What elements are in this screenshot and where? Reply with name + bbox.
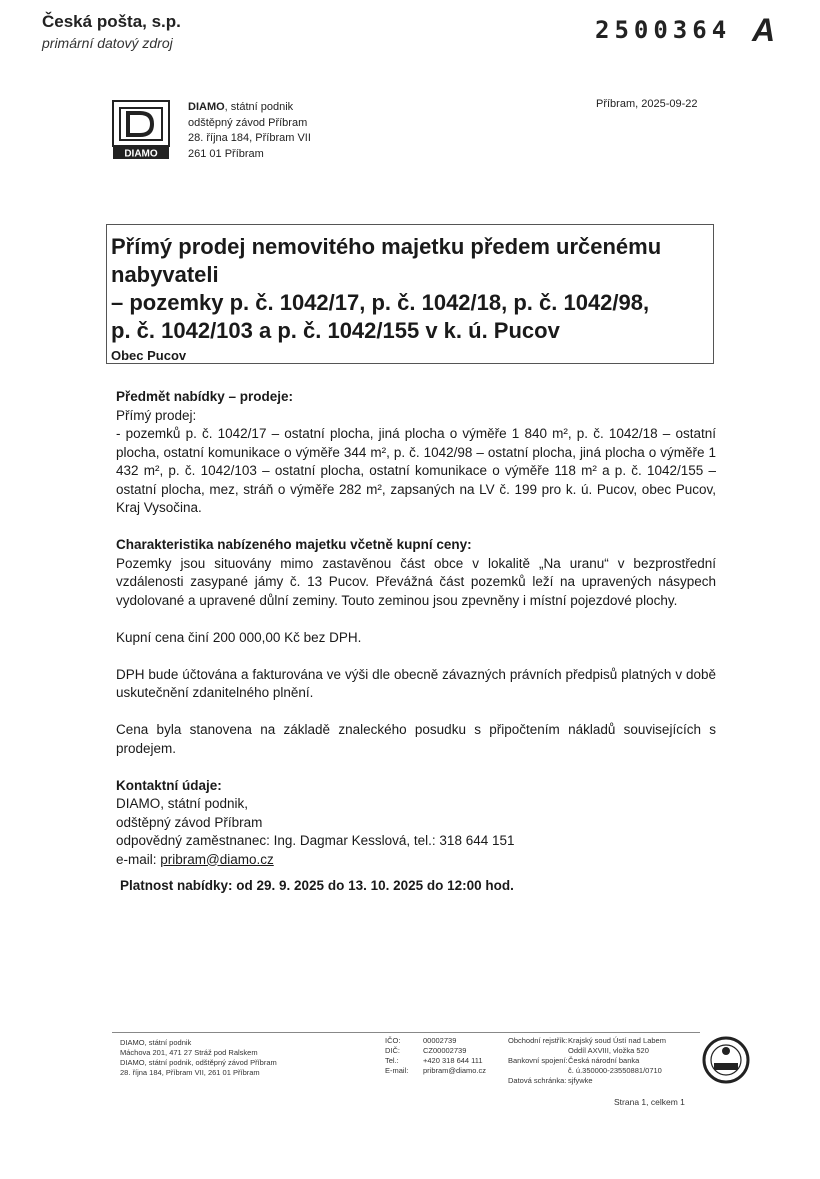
- footer-reg-2: Oddíl AXVIII, vložka 520: [568, 1046, 649, 1055]
- contact-heading: Kontaktní údaje:: [116, 777, 222, 793]
- title-line-4: p. č. 1042/103 a p. č. 1042/155 v k. ú. Pucov: [111, 318, 560, 343]
- title-line-1: Přímý prodej nemovitého majetku předem určenému: [111, 234, 662, 259]
- purchase-price: Kupní cena činí 200 000,00 Kč bez DPH.: [116, 629, 362, 645]
- footer-ico-label: IČO:: [385, 1036, 401, 1045]
- postal-stamp-title: Česká pošta, s.p.: [42, 12, 181, 31]
- footer-organization: [120, 1038, 277, 1078]
- date-line: Příbram, 2025-09-22: [596, 98, 698, 110]
- footer-bank-1: Česká národní banka: [568, 1056, 640, 1065]
- title-subtitle: Obec Pucov: [111, 348, 187, 363]
- characteristics-paragraph-1: Pozemky jsou situovány mimo zastavěnou část obce v lokalitě „Na uranu“ v bezprostřední vzdálenosti zasypané jámy č. 13 Pucov. Převážná část pozemků leží na upravených násypech vydolované a upravené důlní zeminy. Touto zeminou jsou zpevněny i místní pojezdové plochy.: [116, 555, 716, 608]
- contact-line-1: DIAMO, státní podnik,: [116, 796, 249, 811]
- contact-line-3: odpovědný zaměstnanec: Ing. Dagmar Kesslová, tel.: 318 644 151: [116, 833, 515, 848]
- footer-reg-1: Krajský soud Ústí nad Labem: [568, 1036, 666, 1045]
- postal-stamp-subtitle: primární datový zdroj: [42, 35, 173, 51]
- footer-org-line-4: 28. října 184, Příbram VII, 261 01 Příbram: [120, 1068, 260, 1077]
- title-line-3: – pozemky p. č. 1042/17, p. č. 1042/18, p. č. 1042/98,: [111, 290, 650, 315]
- contact-email-label: e-mail:: [116, 851, 161, 867]
- contact-line-2: odštěpný závod Příbram: [116, 814, 263, 830]
- title-line-2: nabyvateli: [111, 262, 219, 287]
- diamo-logo-icon: [112, 100, 170, 160]
- footer-ids-labels: [385, 1036, 408, 1076]
- footer-email[interactable]: pribram@diamo.cz: [423, 1066, 487, 1075]
- document-number: 2500364: [595, 16, 732, 44]
- footer-tel-label: Tel.:: [385, 1056, 399, 1065]
- subject-intro: Přímý prodej:: [116, 407, 197, 423]
- sender-street: 28. října 184, Příbram VII: [188, 132, 311, 144]
- footer-divider: [112, 1032, 700, 1033]
- subject-text: - pozemků p. č. 1042/17 – ostatní plocha, jiná plocha o výměře 1 840 m², p. č. 1042/18 – ostatní plocha, ostatní komunikace o výměře 344 m², p. č. 1042/98 – ostatní plocha, jiná plocha o výměře 1 432 m², p. č. 1042/103 – ostatní plocha, ostatní komunikace o výměře 118 m² a p. č. 1042/155 – ostatní plocha, mez, stráň o výměře 282 m², zapsaných na LV č. 199 pro k. ú. Pucov, obec Pucov, Kraj Vysočina.: [116, 426, 716, 515]
- footer-ico: 00002739: [423, 1036, 457, 1045]
- subject-heading: Předmět nabídky – prodeje:: [116, 389, 294, 404]
- footer-dic-label: DIČ:: [385, 1046, 400, 1055]
- characteristics-heading: Charakteristika nabízeného majetku včetně kupní ceny:: [116, 537, 472, 552]
- document-body: [116, 388, 716, 869]
- footer-org-line-1: DIAMO, státní podnik: [120, 1038, 192, 1047]
- footer-databox-label: Datová schránka:: [508, 1076, 567, 1085]
- footer-registry-values: [568, 1036, 666, 1086]
- vat-paragraph: DPH bude účtována a fakturována ve výši dle obecně závazných právních předpisů platných v době uskutečnění zdanitelného plnění.: [116, 666, 716, 700]
- logo-text: DIAMO: [124, 148, 158, 160]
- footer-bank-2: č. ú.350000-23550881/0710: [568, 1066, 662, 1075]
- iso-certification-icon: [702, 1036, 750, 1084]
- footer-org-line-3: DIAMO, státní podnik, odštěpný závod Příbram: [120, 1058, 277, 1067]
- page-info: Strana 1, celkem 1: [614, 1097, 685, 1107]
- offer-validity: Platnost nabídky: od 29. 9. 2025 do 13. 10. 2025 do 12:00 hod.: [120, 878, 514, 893]
- price-basis-paragraph: Cena byla stanovena na základě znaleckého posudku s připočtením nákladů souvisejících s prodejem.: [116, 722, 716, 756]
- sender-name: DIAMO: [188, 101, 225, 113]
- title-box: [106, 224, 714, 364]
- sender-name-suffix: , státní podnik: [224, 101, 294, 113]
- footer-registry-labels: [508, 1036, 568, 1086]
- footer-bank-label: Bankovní spojení:: [508, 1056, 568, 1065]
- footer-reg-label: Obchodní rejstřík:: [508, 1036, 568, 1045]
- contact-email-link[interactable]: pribram@diamo.cz: [160, 851, 274, 867]
- footer-ids-values: [423, 1036, 486, 1076]
- footer-dic: CZ00002739: [423, 1046, 467, 1055]
- contact-email-line: [116, 851, 716, 870]
- sender-branch: odštěpný závod Příbram: [188, 116, 308, 129]
- footer-org-line-2: Máchova 201, 471 27 Stráž pod Ralskem: [120, 1048, 258, 1057]
- sender-address: [188, 100, 311, 162]
- footer-tel: +420 318 644 111: [423, 1056, 483, 1065]
- document-mark: A: [752, 12, 776, 48]
- footer-email-label: E-mail:: [385, 1066, 409, 1075]
- sender-city: 261 01 Příbram: [188, 147, 264, 160]
- footer-databox: sjfywke: [568, 1076, 593, 1085]
